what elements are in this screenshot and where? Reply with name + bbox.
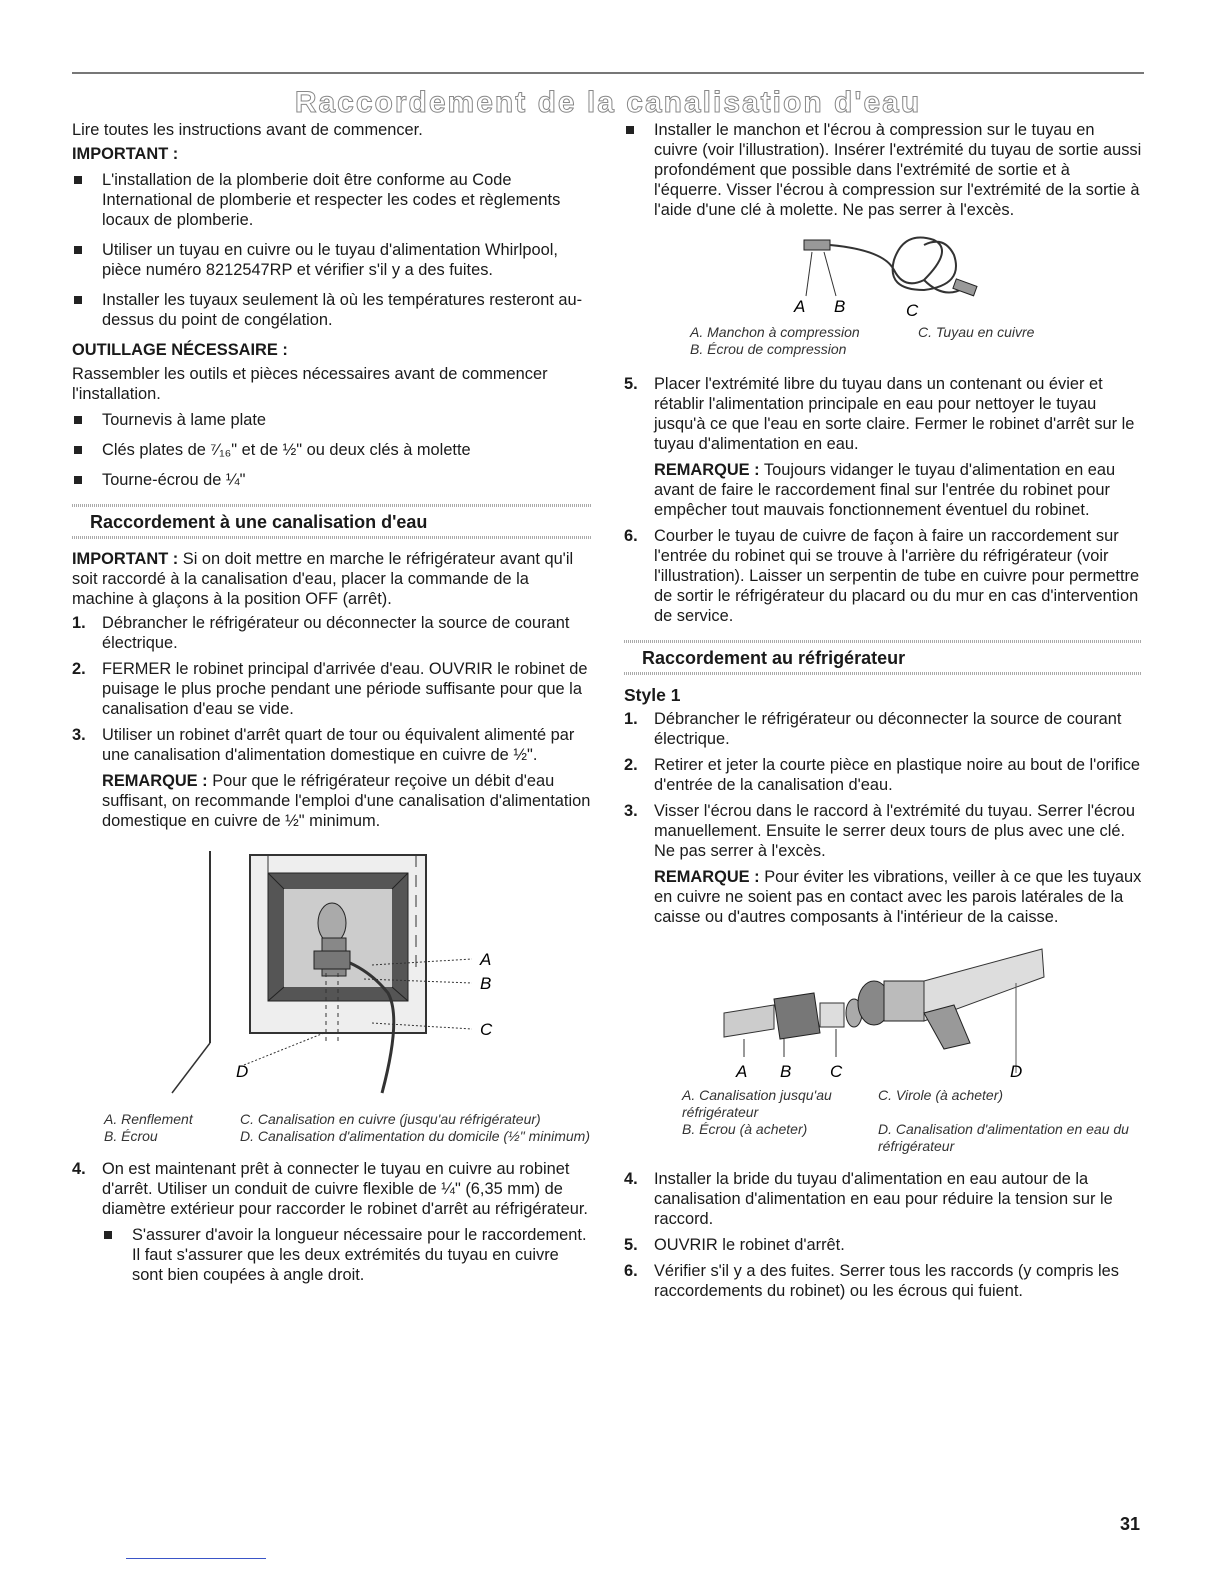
- important-list: [72, 170, 592, 330]
- bullet-square-icon: [104, 1231, 112, 1239]
- tools-intro: Rassembler les outils et pièces nécessaires avant de commencer l'installation.: [72, 365, 548, 403]
- page-number: 31: [1119, 1514, 1140, 1534]
- list-item: Installer le manchon et l'écrou à compression sur le tuyau en cuivre (voir l'illustration). Insérer l'extrémité du tuyau de sortie aussi profondément que possible dans l'extrémité de sortie et à l'équerre. Visser l'écrou à compression sur l'extrémité de la sortie à l'aide d'une clé à molette. Ne pas serrer à l'excès.: [624, 120, 1142, 220]
- right-column: [624, 120, 1142, 1307]
- top-rule: [72, 72, 1144, 74]
- style-steps-list: [624, 709, 1142, 927]
- caption-c: C. Canalisation en cuivre (jusqu'au réfrigérateur): [240, 1111, 541, 1127]
- step-item: 1. Débrancher le réfrigérateur ou déconnecter la source de courant électrique.: [624, 710, 1122, 748]
- fig2-letter-a: A: [736, 1062, 748, 1081]
- fitting-captions: [624, 1087, 1142, 1155]
- bullet-square-icon: [74, 416, 82, 424]
- list-item: Clés plates de ⁷⁄₁₆" et de ½" ou deux clés à molette: [72, 440, 592, 460]
- caption-b: B. Écrou: [104, 1128, 158, 1144]
- fig-letter-b: B: [480, 974, 492, 993]
- step-item: 5. OUVRIR le robinet d'arrêt.: [624, 1236, 845, 1254]
- list-item: L'installation de la plomberie doit être conforme au Code International de plomberie et respecter les codes et règlements locaux de plomberie.: [72, 170, 592, 230]
- section-header-water-line: [72, 504, 592, 539]
- list-item: Utiliser un tuyau en cuivre ou le tuyau d'alimentation Whirlpool, pièce numéro 8212547RP et vérifier s'il y a des fuites.: [72, 240, 592, 280]
- sub-bullets: [102, 1225, 592, 1285]
- step-item: 4. On est maintenant prêt à connecter le tuyau en cuivre au robinet d'arrêt. Utiliser un conduit de cuivre flexible de ¼" (6,35 mm) de diamètre extérieur pour raccorder le robinet d'arrêt au réfrigérateur. S'assurer d'avoir la longueur nécessaire pour le raccordement. Il faut s'assurer que les deux extrémités du tuyau en cuivre sont bien coupées à angle droit.: [72, 1159, 592, 1285]
- tools-list: [72, 410, 592, 490]
- fig-letter-c: C: [480, 1020, 493, 1039]
- bullet-square-icon: [74, 476, 82, 484]
- note: REMARQUE : Toujours vidanger le tuyau d'alimentation en eau avant de faire le raccordement final sur l'entrée du robinet pour empêcher tout mauvais fonctionnement éventuel du robinet.: [654, 461, 1116, 519]
- list-item: S'assurer d'avoir la longueur nécessaire pour le raccordement. Il faut s'assurer que les deux extrémités du tuyau en cuivre sont bien coupées à angle droit.: [102, 1225, 592, 1285]
- style-heading: Style 1: [624, 685, 681, 705]
- valve-illustration: [72, 843, 592, 1111]
- steps-list: [72, 613, 592, 831]
- fig2-letter-c: C: [830, 1062, 843, 1081]
- caption-b: B. Écrou de compression: [690, 341, 847, 357]
- valve-captions: [72, 1111, 592, 1145]
- section-important: IMPORTANT : Si on doit mettre en marche le réfrigérateur avant qu'il soit raccordé à la canalisation d'eau, placer la commande de la machine à glaçons à la position OFF (arrêt).: [72, 550, 574, 608]
- bullet-square-icon: [74, 446, 82, 454]
- final-steps-list: [624, 1169, 1142, 1301]
- fig2-letter-b: B: [780, 1062, 792, 1081]
- section-title: Raccordement à une canalisation d'eau: [90, 512, 428, 532]
- step-item: 6. Courber le tuyau de cuivre de façon à faire un raccordement sur l'entrée du robinet qui se trouve à l'arrière du réfrigérateur (voir l'illustration). Laisser un serpentin de tube en cuivre pour permettre de sortir le réfrigérateur du placard ou du mur en cas d'intervention de service.: [624, 527, 1140, 625]
- valve-drawing: [72, 843, 592, 1111]
- caption-a: A. Manchon à compression: [690, 324, 860, 340]
- caption-d: D. Canalisation d'alimentation en eau du réfrigérateur: [878, 1121, 1129, 1154]
- note: REMARQUE : Pour éviter les vibrations, veiller à ce que les tuyaux en cuivre ne soient pas en contact avec les parois latérales de la caisse ou d'autres composants à l'intérieur de la caisse.: [654, 868, 1142, 926]
- important-heading: IMPORTANT :: [72, 145, 179, 163]
- list-item: Tournevis à lame plate: [72, 410, 592, 430]
- section-rule: [72, 536, 592, 539]
- step-item: 2. Retirer et jeter la courte pièce en plastique noire au bout de l'orifice d'entrée de la canalisation d'eau.: [624, 756, 1141, 794]
- caption-a: A. Canalisation jusqu'au réfrigérateur: [682, 1087, 832, 1120]
- step-item: 1. Débrancher le réfrigérateur ou déconnecter la source de courant électrique.: [72, 614, 570, 652]
- page-title: Raccordement de la canalisation d'eau: [294, 86, 922, 119]
- step-item: 2. FERMER le robinet principal d'arrivée d'eau. OUVRIR le robinet de puisage le plus proche pendant une période suffisante pour que la canalisation d'eau se vide.: [72, 660, 588, 718]
- step-item: 4. Installer la bride du tuyau d'alimentation en eau autour de la canalisation d'alimentation en eau pour réduire la tension sur le raccord.: [624, 1170, 1113, 1228]
- step-item: 6. Vérifier s'il y a des fuites. Serrer tous les raccords (y compris les raccordements du robinet) ou les écrous qui fuient.: [624, 1262, 1119, 1300]
- steps-list-right: [624, 374, 1142, 626]
- fitting-drawing: [624, 933, 1142, 1083]
- note: REMARQUE : Pour que le réfrigérateur reçoive un débit d'eau suffisant, on recommande l'emploi d'une canalisation d'alimentation domestique en cuivre de ½" minimum.: [102, 772, 591, 830]
- footer-link-line: [126, 1558, 266, 1559]
- section-header-refrigerator: [624, 640, 1142, 675]
- list-item: Installer les tuyaux seulement là où les températures resteront au-dessus du point de congélation.: [72, 290, 592, 330]
- fig-letter-d: D: [236, 1062, 249, 1081]
- caption-c: C. Virole (à acheter): [878, 1087, 1004, 1103]
- bullet-square-icon: [74, 246, 82, 254]
- fig1-letter-b: B: [834, 297, 846, 316]
- bullet-square-icon: [74, 176, 82, 184]
- step-item: 5. Placer l'extrémité libre du tuyau dans un contenant ou évier et rétablir l'alimentation principale en eau pour nettoyer le tuyau jusqu'à ce que l'eau en sorte claire. Fermer le robinet d'arrêt sur le tuyau d'alimentation en eau. REMARQUE : Toujours vidanger le tuyau d'alimentation en eau avant de faire le raccordement final sur l'entrée du robinet pour empêcher tout mauvais fonctionnement éventuel du robinet.: [624, 374, 1142, 520]
- coil-captions: [624, 324, 1142, 358]
- fitting-illustration: [624, 933, 1142, 1083]
- fig2-letter-d: D: [1010, 1062, 1023, 1081]
- section-rule: [624, 672, 1142, 675]
- left-column: [72, 120, 592, 1291]
- caption-c: C. Tuyau en cuivre: [918, 324, 1035, 340]
- caption-d: D. Canalisation d'alimentation du domicile (½" minimum): [240, 1128, 591, 1144]
- fig1-letter-c: C: [906, 301, 919, 320]
- fig1-letter-a: A: [794, 297, 806, 316]
- caption-a: A. Renflement: [104, 1111, 193, 1127]
- list-item: Tourne-écrou de ¼": [72, 470, 592, 490]
- compression-list: [624, 120, 1142, 220]
- steps-list-cont: [72, 1159, 592, 1285]
- section-title: Raccordement au réfrigérateur: [642, 648, 906, 668]
- step-item: 3. Utiliser un robinet d'arrêt quart de tour ou équivalent alimenté par une canalisation d'alimentation domestique en cuivre de ½". REMARQUE : Pour que le réfrigérateur reçoive un débit d'eau suffisant, on recommande l'emploi d'une canalisation d'alimentation domestique en cuivre de ½" minimum.: [72, 726, 591, 830]
- fig-letter-a: A: [480, 950, 492, 969]
- bullet-square-icon: [626, 126, 634, 134]
- coil-illustration: [624, 230, 1142, 320]
- coil-drawing: [624, 230, 1142, 320]
- step-item: 3. Visser l'écrou dans le raccord à l'extrémité du tuyau. Serrer l'écrou manuellement. Ensuite le serrer deux tours de plus avec une clé. Ne pas serrer à l'excès. REMARQUE : Pour éviter les vibrations, veiller à ce que les tuyaux en cuivre ne soient pas en contact avec les parois latérales de la caisse ou d'autres composants à l'intérieur de la caisse.: [624, 802, 1142, 926]
- caption-b: B. Écrou (à acheter): [682, 1121, 808, 1137]
- tools-heading: OUTILLAGE NÉCESSAIRE :: [72, 341, 288, 359]
- intro-text: Lire toutes les instructions avant de commencer.: [72, 121, 423, 139]
- bullet-square-icon: [74, 296, 82, 304]
